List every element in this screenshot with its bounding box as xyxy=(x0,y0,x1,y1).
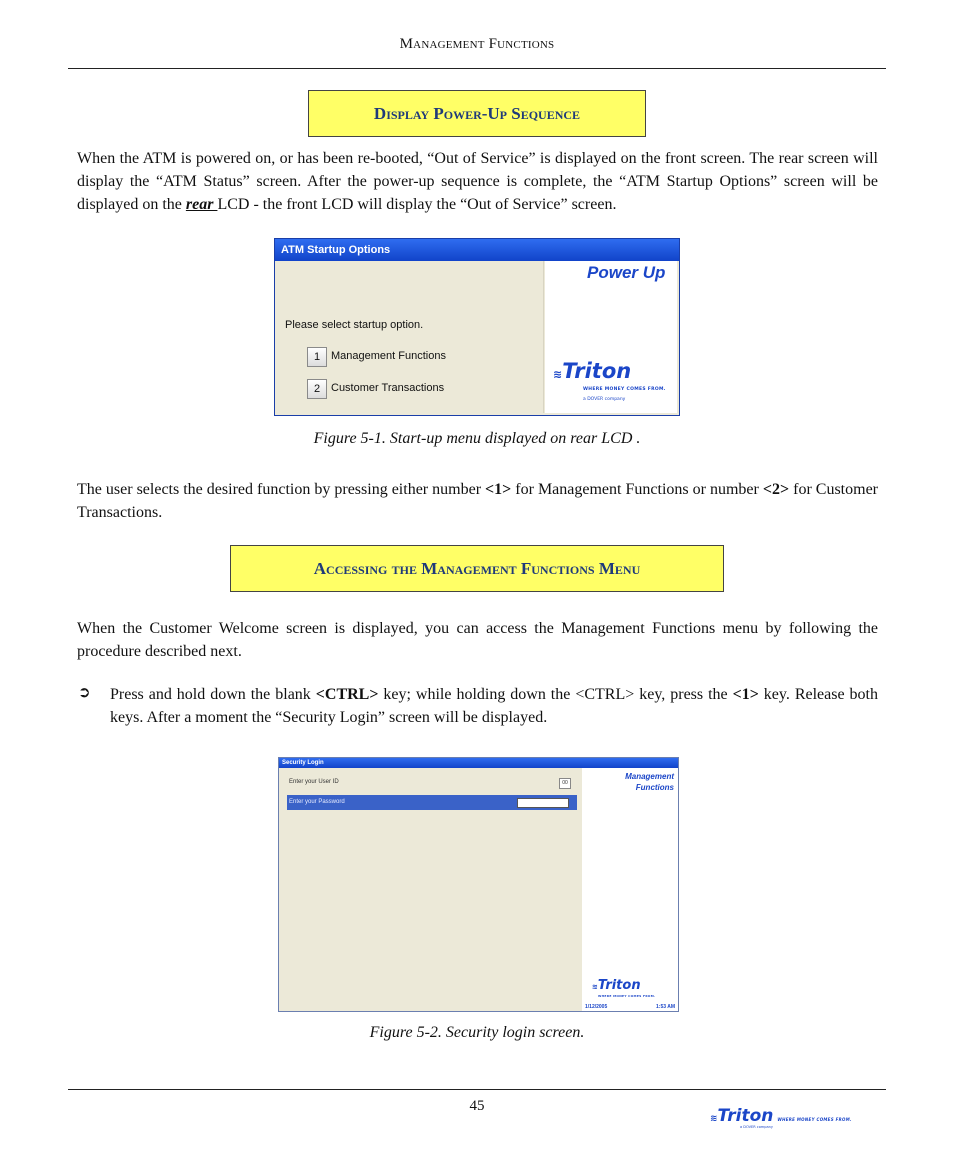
user-id-label: Enter your User ID xyxy=(289,779,339,785)
management-heading-line2: Functions xyxy=(635,783,674,792)
triton-swoosh-icon: ≋ xyxy=(553,368,563,381)
user-id-field[interactable]: 00 xyxy=(559,778,571,789)
triton-logo-small: ≋Triton xyxy=(592,978,641,993)
power-up-heading: Power Up xyxy=(587,263,666,282)
window-title-bar: Security Login xyxy=(279,758,678,768)
selection-paragraph: The user selects the desired function by pressing either number <1> for Management Functions or number <2> for Customer Transactions. xyxy=(77,481,878,521)
security-login-window xyxy=(278,757,679,1012)
password-input[interactable] xyxy=(517,798,569,808)
logo-tagline: WHERE MONEY COMES FROM. xyxy=(583,387,666,392)
figure-1-caption: Figure 5-1. Start-up menu displayed on rear LCD . xyxy=(313,430,641,447)
header-rule xyxy=(68,68,886,69)
logo-tagline: WHERE MONEY COMES FROM. xyxy=(598,994,656,998)
login-time: 1:53 AM xyxy=(656,1004,675,1010)
footer-rule xyxy=(68,1089,886,1090)
option-1-label: Management Functions xyxy=(331,350,446,362)
window-title-bar: ATM Startup Options xyxy=(275,239,679,261)
startup-prompt: Please select startup option. xyxy=(285,319,424,331)
security-right-panel xyxy=(582,768,678,1011)
arrow-bullet-icon: ➲ xyxy=(78,683,91,701)
section-title-accessing-menu: Accessing the Management Functions Menu xyxy=(230,545,724,592)
management-heading-line1: Management xyxy=(625,772,674,781)
access-paragraph: When the Customer Welcome screen is displayed, you can access the Management Functions menu by following the procedure described next. xyxy=(77,620,878,660)
password-label: Enter your Password xyxy=(289,799,345,805)
login-date: 1/12/2005 xyxy=(585,1004,608,1010)
option-2-label: Customer Transactions xyxy=(331,382,445,394)
triton-swoosh-icon: ≋ xyxy=(592,983,598,991)
footer-triton-logo: ≋Triton WHERE MONEY COMES FROM. a DOVER company xyxy=(710,1106,852,1129)
option-2-key[interactable]: 2 xyxy=(307,379,327,399)
option-1-key[interactable]: 1 xyxy=(307,347,327,367)
page-number: 45 xyxy=(469,1098,485,1114)
ctrl-key-instruction: Press and hold down the blank <CTRL> key; while holding down the <CTRL> key, press the <1> key. Release both keys. After a moment the “Security Login” screen will be displayed. xyxy=(110,686,878,726)
triton-logo: ≋Triton xyxy=(553,359,632,383)
section-title-power-up: Display Power-Up Sequence xyxy=(308,90,646,137)
page-header: Management Functions xyxy=(399,36,555,52)
startup-options-window xyxy=(274,238,680,416)
triton-swoosh-icon: ≋ xyxy=(710,1114,718,1124)
startup-left-panel xyxy=(277,261,544,413)
power-up-paragraph: When the ATM is powered on, or has been re-booted, “Out of Service” is displayed on the front screen. The rear screen will display the “ATM Status” screen. After the power-up sequence is complete, the “ATM Startup Options” screen will be displayed on the rear LCD - the front LCD will display the “Out of Service” screen. xyxy=(77,150,878,213)
figure-2-caption: Figure 5-2. Security login screen. xyxy=(369,1024,585,1041)
dover-mark: a DOVER company xyxy=(583,397,626,402)
startup-right-panel xyxy=(545,261,677,413)
